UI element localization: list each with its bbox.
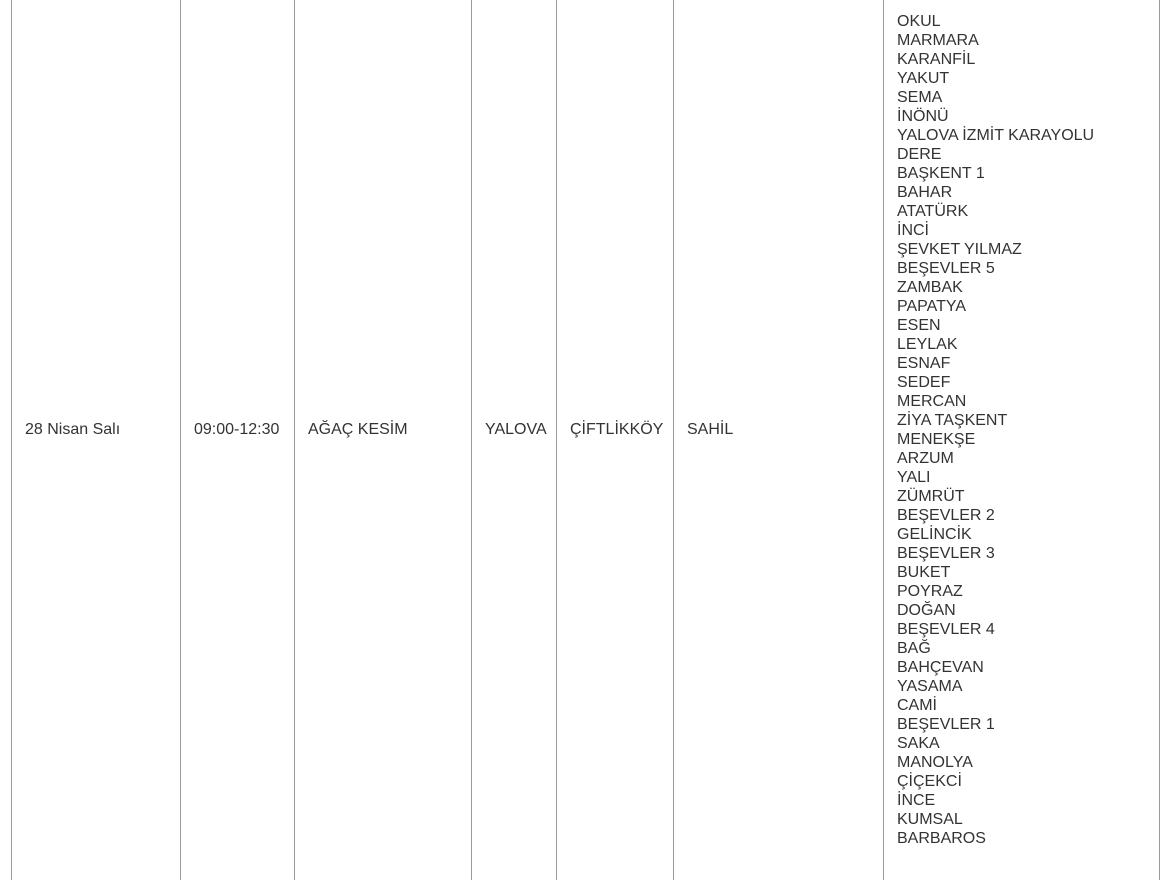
street-item: BAĞ [897, 640, 931, 657]
street-item: ESNAF [897, 355, 951, 372]
street-item: ATATÜRK [897, 203, 969, 220]
power-outage-table [11, 0, 1160, 880]
street-item: POYRAZ [897, 583, 963, 600]
street-item: BEŞEVLER 3 [897, 545, 995, 562]
street-item: ZAMBAK [897, 279, 963, 296]
street-item: KARANFİL [897, 51, 976, 68]
street-item: MERCAN [897, 393, 967, 410]
street-item: KUMSAL [897, 811, 963, 828]
street-item: ŞEVKET YILMAZ [897, 241, 1022, 258]
neighborhood-cell: SAHİL [674, 0, 884, 880]
street-item: PAPATYA [897, 298, 967, 315]
city-cell: YALOVA [472, 0, 557, 880]
street-item: İNCE [897, 792, 936, 809]
street-item: BEŞEVLER 4 [897, 621, 995, 638]
date-cell: 28 Nisan Salı [12, 0, 181, 880]
street-item: BAHÇEVAN [897, 659, 984, 676]
street-item: YALI [897, 469, 931, 486]
street-item: CAMİ [897, 697, 937, 714]
street-item: SAKA [897, 735, 940, 752]
street-item: İNÖNÜ [897, 108, 949, 125]
street-item: LEYLAK [897, 336, 958, 353]
street-item: SEMA [897, 89, 943, 106]
street-item: BEŞEVLER 2 [897, 507, 995, 524]
district-cell: ÇİFTLİKKÖY [557, 0, 674, 880]
street-item: BEŞEVLER 1 [897, 716, 995, 733]
street-item: ZİYA TAŞKENT [897, 412, 1008, 429]
street-item: YAKUT [897, 70, 950, 87]
work-type-cell: AĞAÇ KESİM [295, 0, 472, 880]
street-item: ÇİÇEKCİ [897, 773, 962, 790]
street-list [897, 12, 1146, 848]
street-item: BAŞKENT 1 [897, 165, 985, 182]
street-item: YALOVA İZMİT KARAYOLU [897, 127, 1095, 144]
street-item: BEŞEVLER 5 [897, 260, 995, 277]
street-item: DOĞAN [897, 602, 956, 619]
street-item: BARBAROS [897, 830, 986, 847]
street-item: ARZUM [897, 450, 954, 467]
street-item: DERE [897, 146, 942, 163]
street-item: ESEN [897, 317, 941, 334]
time-cell: 09:00-12:30 [181, 0, 295, 880]
street-item: BUKET [897, 564, 951, 581]
street-item: SEDEF [897, 374, 951, 391]
street-item: İNCİ [897, 222, 929, 239]
street-item: GELİNCİK [897, 526, 972, 543]
street-item: OKUL [897, 13, 941, 30]
street-item: MENEKŞE [897, 431, 976, 448]
streets-cell [884, 0, 1160, 880]
street-item: BAHAR [897, 184, 953, 201]
street-item: ZÜMRÜT [897, 488, 965, 505]
street-item: YASAMA [897, 678, 963, 695]
street-item: MARMARA [897, 32, 979, 49]
table-row [12, 0, 1160, 880]
street-item: MANOLYA [897, 754, 973, 771]
